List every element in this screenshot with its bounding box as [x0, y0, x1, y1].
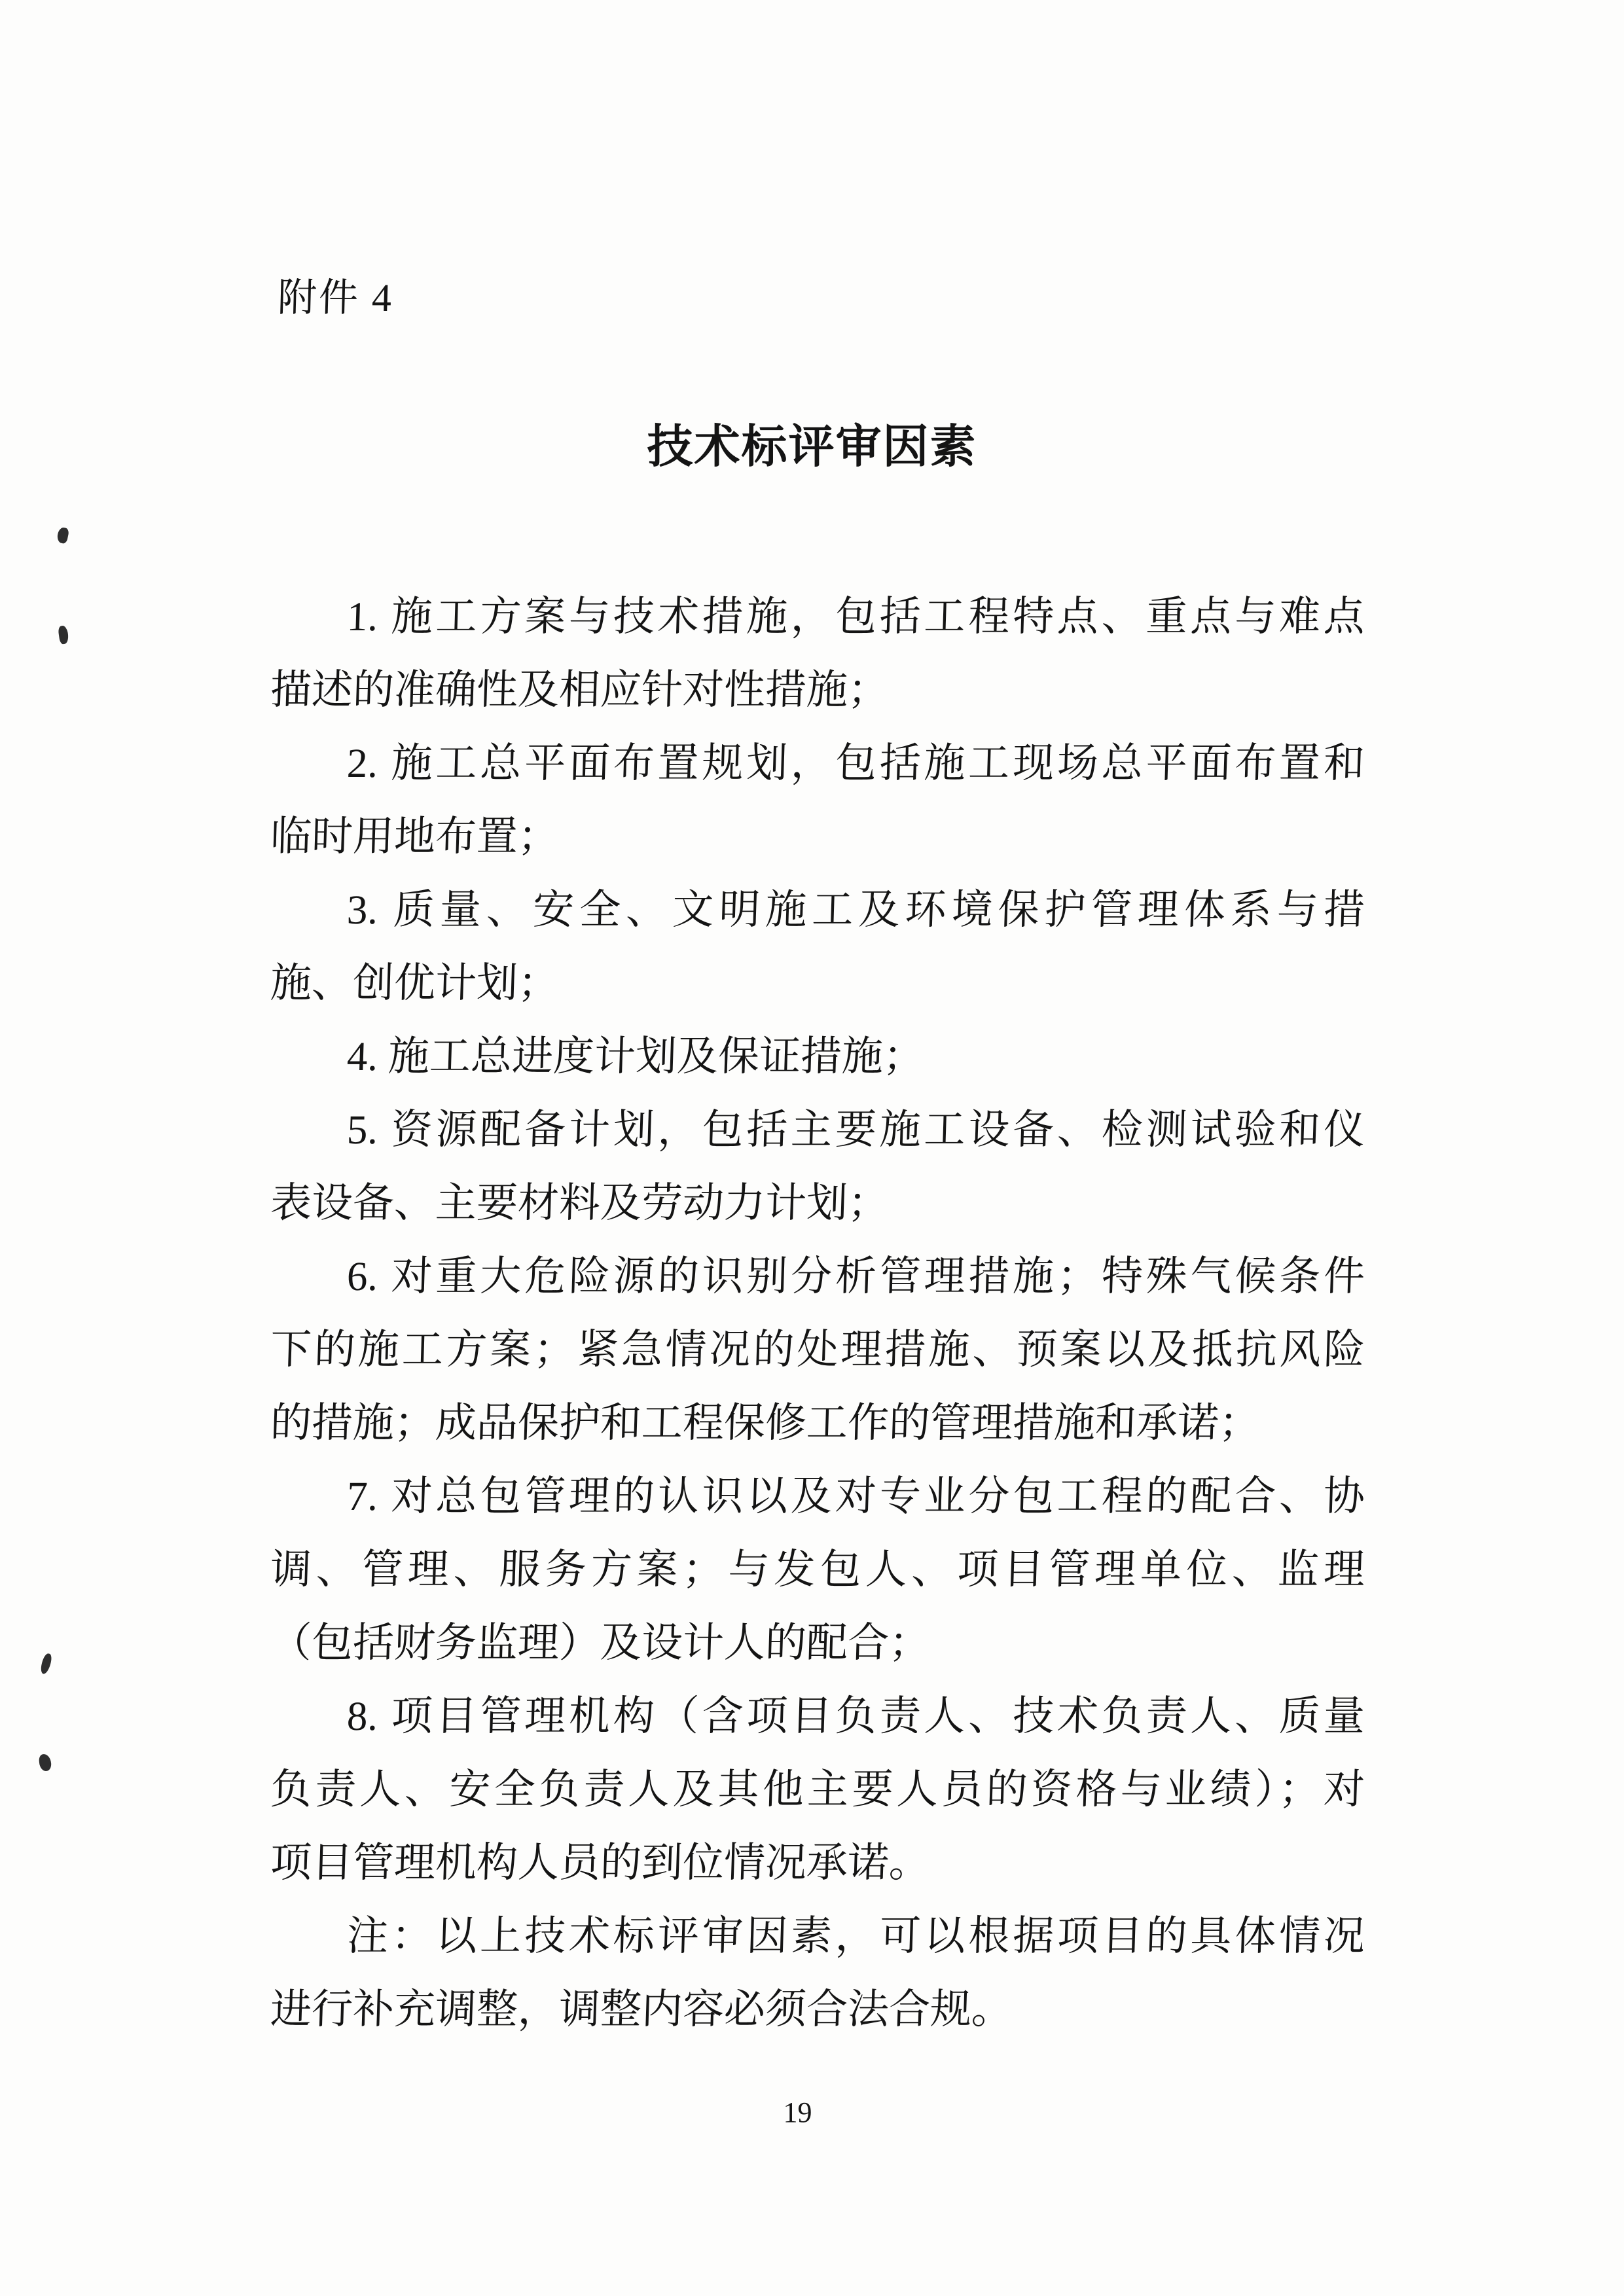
text-line: 3. 质量、安全、文明施工及环境保护管理体系与措: [346, 887, 1366, 933]
document-body: [270, 580, 1365, 2046]
text-line: （包括财务监理）及设计人的配合；: [269, 1620, 931, 1666]
text-line: 进行补充调整，调整内容必须合法合规。: [269, 1986, 1014, 2032]
text-line: 2. 施工总平面布置规划，包括施工现场总平面布置和: [346, 740, 1366, 786]
document-title: 技术标评审因素: [647, 422, 977, 473]
text-line: 6. 对重大危险源的识别分析管理措施；特殊气候条件: [346, 1253, 1366, 1299]
ink-speck: [39, 1653, 52, 1675]
ink-speck: [58, 625, 69, 645]
page-number: 19: [783, 2096, 812, 2128]
ink-speck: [56, 527, 70, 545]
text-line: 临时用地布置；: [269, 814, 560, 859]
text-line: 的措施；成品保护和工程保修工作的管理措施和承诺；: [269, 1400, 1261, 1446]
text-line: 下的施工方案；紧急情况的处理措施、预案以及抵抗风险: [269, 1327, 1366, 1372]
text-line: 7. 对总包管理的认识以及对专业分包工程的配合、协: [346, 1473, 1366, 1519]
attachment-label: 附件 4: [277, 276, 394, 319]
text-line: 调、管理、服务方案；与发包人、项目管理单位、监理: [269, 1547, 1366, 1592]
text-line: 描述的准确性及相应针对性措施；: [269, 667, 890, 713]
text-line: 1. 施工方案与技术措施，包括工程特点、重点与难点: [346, 594, 1366, 639]
text-line: 表设备、主要材料及劳动力计划；: [269, 1180, 890, 1226]
text-line: 负责人、安全负责人及其他主要人员的资格与业绩）；对: [269, 1767, 1366, 1812]
text-line: 施、创优计划；: [269, 960, 560, 1006]
text-line: 8. 项目管理机构（含项目负责人、技术负责人、质量: [346, 1693, 1366, 1739]
text-line: 4. 施工总进度计划及保证措施；: [346, 1033, 926, 1079]
text-line: 项目管理机构人员的到位情况承诺。: [269, 1840, 931, 1886]
text-line: 注：以上技术标评审因素，可以根据项目的具体情况: [346, 1913, 1366, 1959]
text-line: 5. 资源配备计划，包括主要施工设备、检测试验和仪: [346, 1107, 1366, 1153]
ink-speck: [39, 1753, 52, 1771]
